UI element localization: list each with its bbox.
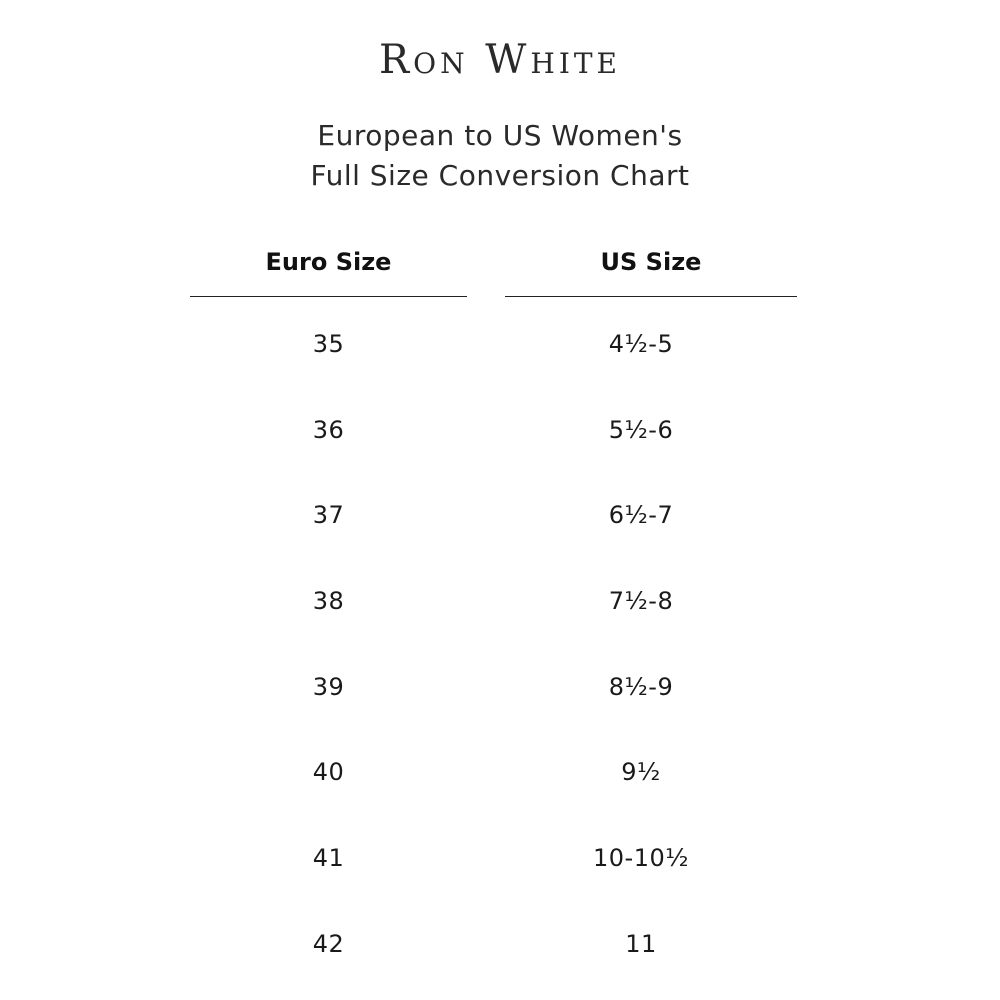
brand-logo: Ron White [379,37,621,83]
euro-size-cell: 42 [312,929,345,958]
euro-size-cell: 38 [312,587,345,616]
us-size-cell: 6½-7 [608,501,674,530]
table-row [0,814,1000,900]
chart-title-line-1: European to US Women's [317,119,683,152]
size-table-body [0,300,1000,986]
chart-title-line-2: Full Size Conversion Chart [310,159,690,192]
table-row [0,643,1000,729]
euro-size-header: Euro Size [265,248,392,276]
us-size-cell: 9½ [621,758,661,787]
us-size-header: US Size [600,248,702,276]
euro-size-cell: 40 [312,758,345,787]
us-size-cell: 11 [625,929,657,958]
euro-header-divider [190,296,467,297]
euro-size-cell: 36 [312,415,345,444]
euro-size-cell: 37 [312,501,345,530]
table-row [0,300,1000,386]
euro-size-cell: 39 [312,672,345,701]
chart-title [0,116,1000,196]
euro-size-cell: 35 [312,330,345,358]
us-size-cell: 7½-8 [608,587,674,616]
table-row [0,471,1000,557]
us-header-divider [505,296,797,297]
us-size-cell: 8½-9 [608,672,674,701]
us-size-cell: 10-10½ [593,844,689,873]
table-row [0,900,1000,986]
euro-size-cell: 41 [312,844,345,873]
us-size-cell: 4½-5 [608,330,674,358]
us-size-cell: 5½-6 [608,415,674,444]
table-row [0,386,1000,472]
table-row [0,557,1000,643]
table-row [0,728,1000,814]
